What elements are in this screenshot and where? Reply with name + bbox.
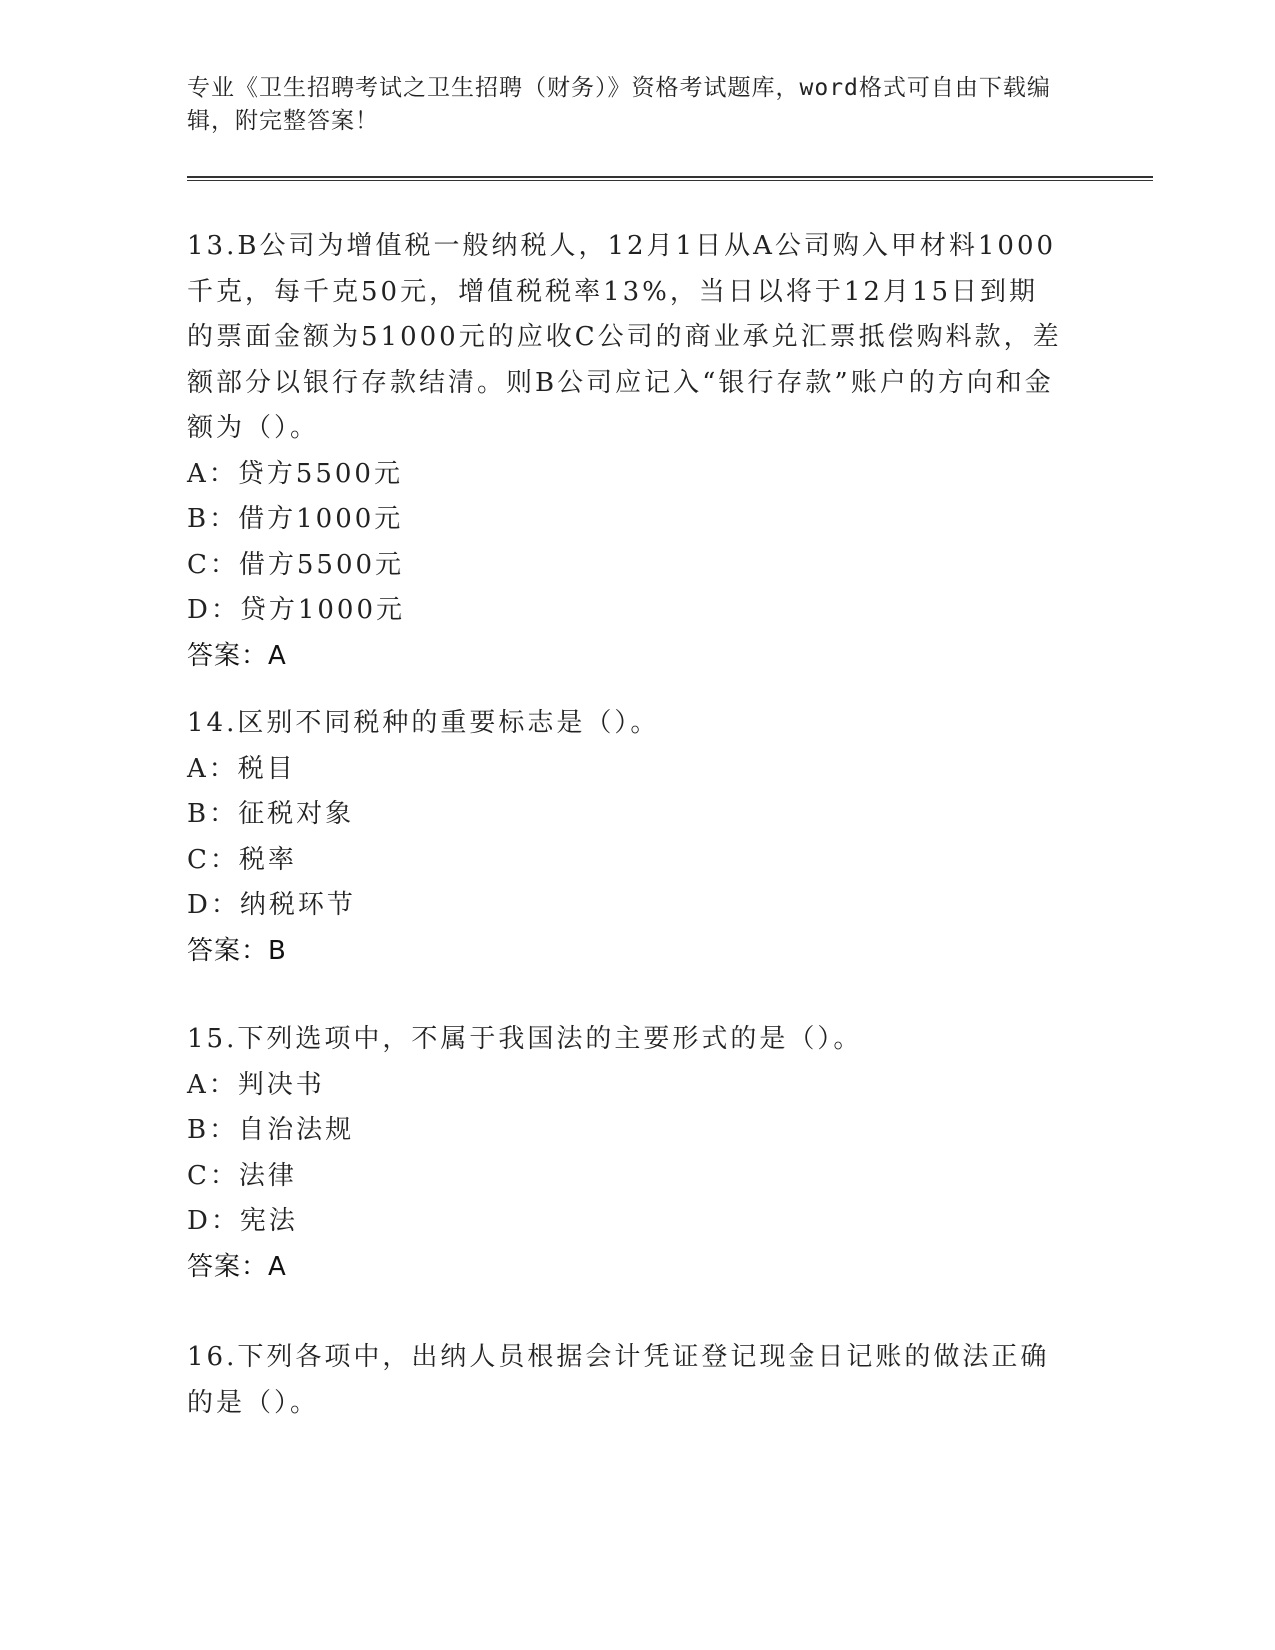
question-stem: 16.下列各项中，出纳人员根据会计凭证登记现金日记账的做法正确的是（）。: [187, 1342, 1050, 1418]
option-c: C：税率: [187, 844, 297, 875]
answer: 答案：A: [187, 640, 287, 671]
option-d: D：宪法: [187, 1206, 298, 1236]
option-d: D：纳税环节: [187, 890, 356, 920]
question-stem: 13.B公司为增值税一般纳税人，12月1日从A公司购入甲材料1000千克，每千克50元，增值税税率13%，当日以将于12月15日到期的票面金额为51000元的应收C公司的商业承兑汇票抵偿购料款，差额部分以银行存款结清。则B公司应记入“银行存款”账户的方向和金额为（）。: [187, 231, 1062, 443]
option-a: A：判决书: [187, 1069, 325, 1100]
option-b: B：征税对象: [187, 799, 355, 829]
question-13: [187, 224, 1067, 679]
document-header: 专业《卫生招聘考试之卫生招聘（财务）》资格考试题库，word格式可自由下载编辑，附完整答案！: [187, 75, 1051, 134]
option-b: B：自治法规: [187, 1115, 355, 1145]
option-d: D：贷方1000元: [187, 595, 406, 625]
answer: 答案：A: [187, 1251, 287, 1282]
option-c: C：借方5500元: [187, 549, 405, 580]
option-b: B：借方1000元: [187, 504, 404, 534]
question-15: [187, 1017, 1067, 1290]
question-14: [187, 701, 1067, 974]
question-stem: 15.下列选项中，不属于我国法的主要形式的是（）。: [187, 1024, 863, 1054]
option-a: A：贷方5500元: [187, 458, 403, 489]
question-16: [187, 1335, 1067, 1426]
option-a: A：税目: [187, 753, 296, 784]
header-divider: [187, 176, 1153, 181]
option-c: C：法律: [187, 1160, 297, 1191]
question-stem: 14.区别不同税种的重要标志是（）。: [187, 708, 660, 738]
answer: 答案：B: [187, 935, 287, 966]
